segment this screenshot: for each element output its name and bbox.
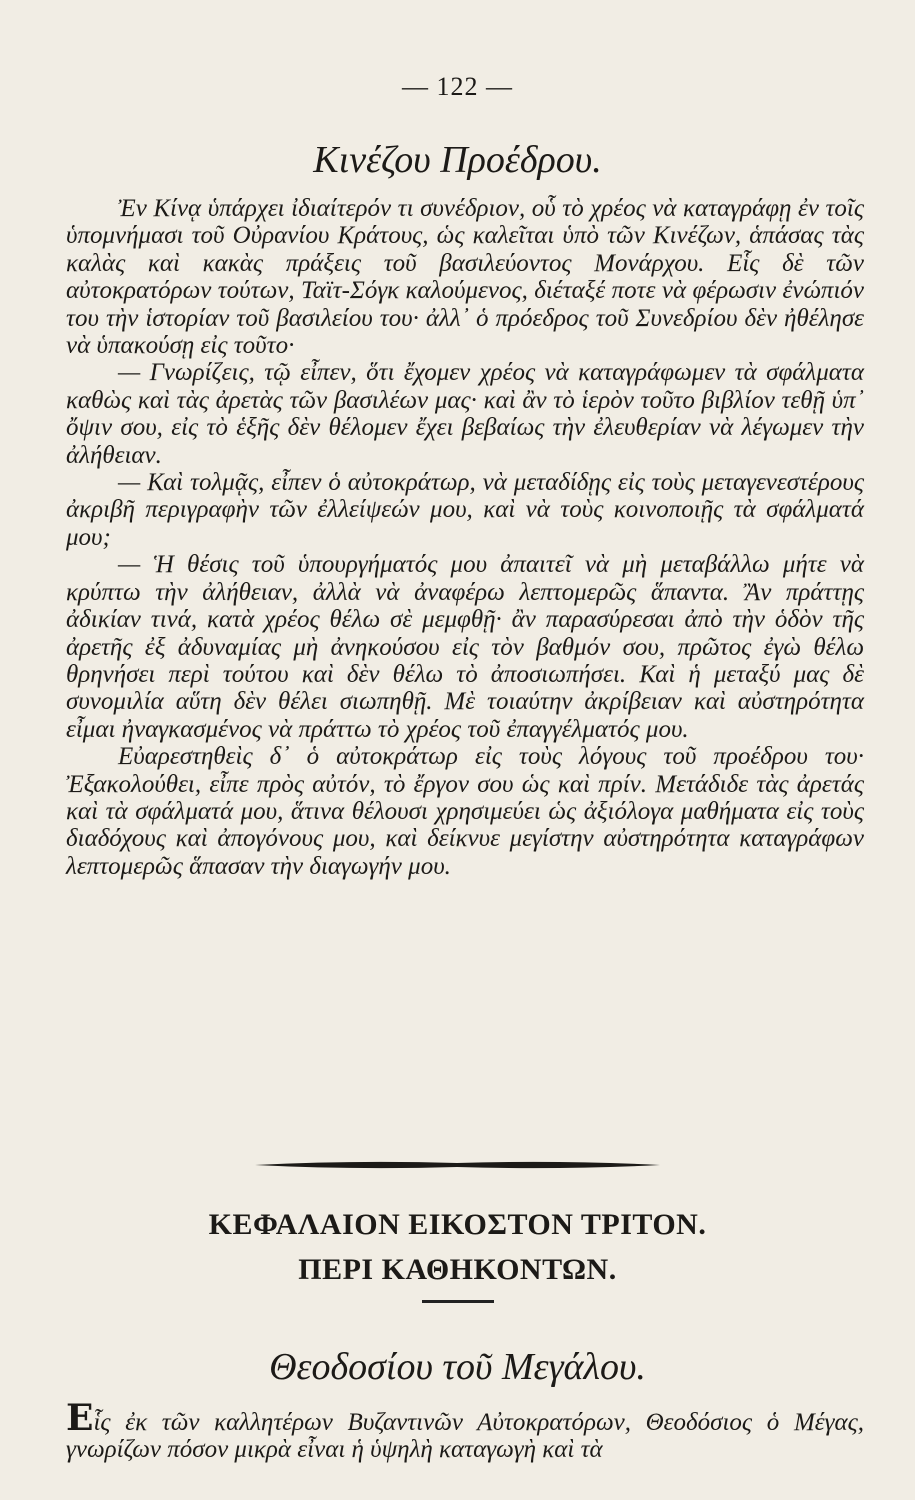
dialogue-paragraph: — Γνωρίζεις, τῷ εἶπεν, ὅτι ἔχομεν χρέος νὰ καταγράφωμεν τὰ σφάλματα καθὼς καὶ τὰς ἀρετὰς τῶν βασιλέων μας· καὶ ἂν τὸ ἱερὸν τοῦτο βιβλίον τεθῇ ὑπ᾽ ὄψιν σου, εἰς τὸ ἑξῆς δὲν θέλομεν ἔχει βεβαίως τὴν ἐλευθερίαν νὰ λέγωμεν τὴν ἀλήθειαν. [66,359,864,469]
chapter-number: ΚΕΦΑΛΑΙΟΝ ΕΙΚΟΣΤΟΝ ΤΡΙΤΟΝ. [208,1208,707,1241]
chapter-title: ΠΕΡΙ ΚΑΘΗΚΟΝΤΩΝ. [298,1253,617,1286]
ornamental-divider [255,1158,660,1172]
page-number: — 122 — [402,72,513,101]
drop-cap: Ε [66,1397,94,1439]
section-body [66,1397,864,1464]
paragraph: Ἐν Κίνᾳ ὑπάρχει ἰδιαίτερόν τι συνέδριον, οὗ τὸ χρέος νὰ καταγράφῃ ἐν τοῖς ὑπομνήμασι τοῦ Οὐρανίου Κράτους, ὡς καλεῖται ὑπὸ τῶν Κινέζων, ἁπάσας τὰς καλὰς καὶ κακὰς πράξεις τοῦ βασιλεύοντος Μονάρχου. Εἷς δὲ τῶν αὐτοκρατόρων τούτων, Ταϊτ-Σόγκ καλούμενος, διέταξέ ποτε νὰ φέρωσιν ἐνώπιόν του τὴν ἱστορίαν τοῦ βασιλείου του· ἀλλ᾽ ὁ πρόεδρος τοῦ Συνεδρίου δὲν ἠθέλησε νὰ ὑπακούσῃ εἰς τοῦτο· [66,195,864,360]
dialogue-paragraph: — Καὶ τολμᾷς, εἶπεν ὁ αὐτοκράτωρ, νὰ μεταδίδῃς εἰς τοὺς μεταγενεστέρους ἀκριβῆ περιγραφὴν τῶν ἐλλείψεών μου, καὶ νὰ τοὺς κοινοποιῇς τὰ σφάλματά μου; [66,469,864,551]
paragraph [66,1397,864,1464]
section-title: Θεοδοσίου τοῦ Μεγάλου. [269,1346,646,1388]
section-title: Κινέζου Προέδρου. [313,139,602,181]
chapter-rule [422,1300,494,1303]
paragraph: Εὐαρεστηθεὶς δ᾽ ὁ αὐτοκράτωρ εἰς τοὺς λόγους τοῦ προέδρου του· Ἐξακολούθει, εἶπε πρὸς αὐτόν, τὸ ἔργον σου ὡς καὶ πρίν. Μετάδιδε τὰς ἀρετάς καὶ τὰ σφάλματά μου, ἅτινα θέλουσι χρησιμεύει ὡς ἀξιόλογα μαθήματα εἰς τοὺς διαδόχους καὶ ἀπογόνους μου, καὶ δείκνυε μεγίστην αὐστηρότητα καταγράφων λεπτομερῶς ἅπασαν τὴν διαγωγήν μου. [66,743,864,880]
dialogue-paragraph: — Ἡ θέσις τοῦ ὑπουργήματός μου ἀπαιτεῖ νὰ μὴ μεταβάλλω μήτε νὰ κρύπτω τὴν ἀλήθειαν, ἀλλὰ νὰ ἀναφέρω λεπτομερῶς ἅπαντα. Ἂν πράττῃς ἀδικίαν τινά, κατὰ χρέος θέλω σὲ μεμφθῇ· ἂν παρασύρεσαι ἀπὸ τὴν ὁδὸν τῆς ἀρετῆς ἐξ ἀδυναμίας μὴ ἀνηκούσου εἰς τὸν βαθμόν σου, πρῶτος ἐγὼ θέλω θρηνήσει περὶ τούτου καὶ δὲν θέλω τὸ ἀποσιωπήσει. Καὶ ἡ μεταξύ μας δὲ συνομιλία αὕτη δὲν θέλει σιωπηθῇ. Μὲ τοιαύτην ἀκρίβειαν καὶ αὐστηρότητα εἶμαι ἠναγκασμένος νὰ πράττω τὸ χρέος τοῦ ἐπαγγέλματός μου. [66,551,864,743]
paragraph-text: ἷς ἐκ τῶν καλλητέρων Βυζαντινῶν Αὐτοκρατόρων, Θεοδόσιος ὁ Μέγας, γνωρίζων πόσον μικρὰ εἶναι ἡ ὑψηλὴ καταγωγὴ καὶ τὰ [66,1409,864,1464]
section-body [66,195,864,880]
